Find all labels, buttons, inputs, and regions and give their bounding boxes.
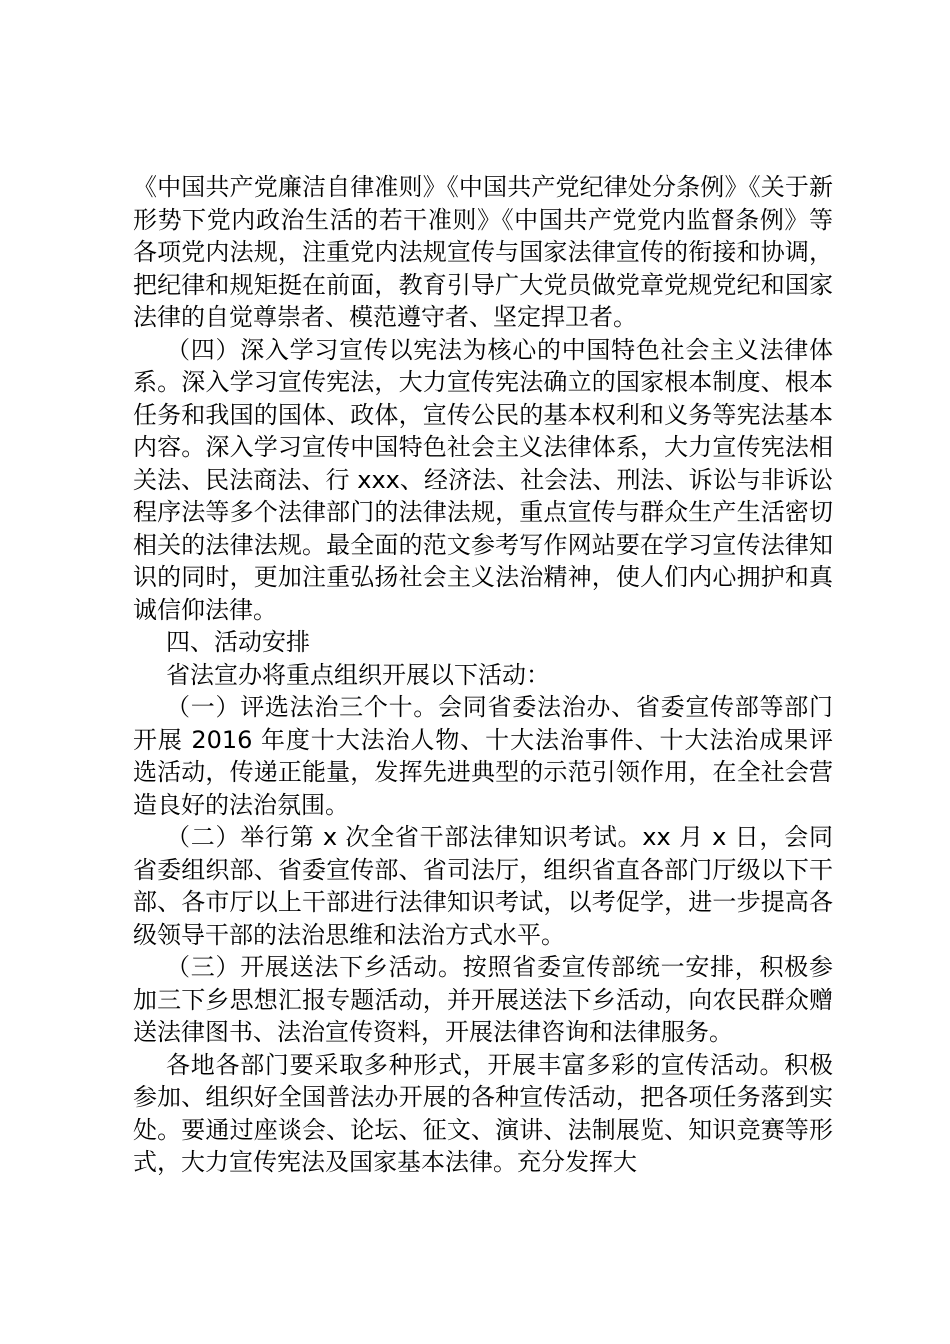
paragraph-section-four-constitution: （四）深入学习宣传以宪法为核心的中国特色社会主义法律体系。深入学习宣传宪法，大力宣传宪法确立的国家根本制度、根本任务和我国的国体、政体，宣传公民的基本权利和义务等宪法基本内容。深入学习宣传中国特色社会主义法律体系，大力宣传宪法相关法、民法商法、行 xxx、经济法、社会法、刑法、诉讼与非诉讼程序法等多个法律部门的法律法规，重点宣传与群众生产生活密切相关的法律法规。最全面的范文参考写作网站要在学习宣传法律知识的同时，更加注重弘扬社会主义法治精神，使人们内心拥护和真诚信仰法律。 <box>133 335 833 624</box>
paragraph-item-two-exam: （二）举行第 x 次全省干部法律知识考试。xx 月 x 日，会同省委组织部、省委宣传部、省司法厅，组织省直各部门厅级以下干部、各市厅以上干部进行法律知识考试，以考促学，进一步提高各级领导干部的法治思维和法治方式水平。 <box>133 823 833 949</box>
document-body <box>133 171 833 1179</box>
paragraph-item-three-countryside: （三）开展送法下乡活动。按照省委宣传部统一安排，积极参加三下乡思想汇报专题活动，并开展送法下乡活动，向农民群众赠送法律图书、法治宣传资料，开展法律咨询和法律服务。 <box>133 953 833 1046</box>
heading-activity-arrangement: 四、活动安排 <box>166 628 310 656</box>
paragraph-departments-activities: 各地各部门要采取多种形式，开展丰富多彩的宣传活动。积极参加、组织好全国普法办开展的各种宣传活动，把各项任务落到实处。要通过座谈会、论坛、征文、演讲、法制展览、知识竞赛等形式，大力宣传宪法及国家基本法律。充分发挥大 <box>133 1050 833 1176</box>
paragraph-item-one-selection: （一）评选法治三个十。会同省委法治办、省委宣传部等部门开展 2016 年度十大法治人物、十大法治事件、十大法治成果评选活动，传递正能量，发挥先进典型的示范引领作用，在全社会营造良好的法治氛围。 <box>133 693 833 819</box>
paragraph-activities-intro: 省法宣办将重点组织开展以下活动： <box>166 660 550 689</box>
paragraph-party-regulations: 《中国共产党廉洁自律准则》《中国共产党纪律处分条例》《关于新形势下党内政治生活的若干准则》《中国共产党党内监督条例》等各项党内法规，注重党内法规宣传与国家法律宣传的衔接和协调，把纪律和规矩挺在前面，教育引导广大党员做党章党规党纪和国家法律的自觉尊崇者、模范遵守者、坚定捍卫者。 <box>133 173 833 331</box>
